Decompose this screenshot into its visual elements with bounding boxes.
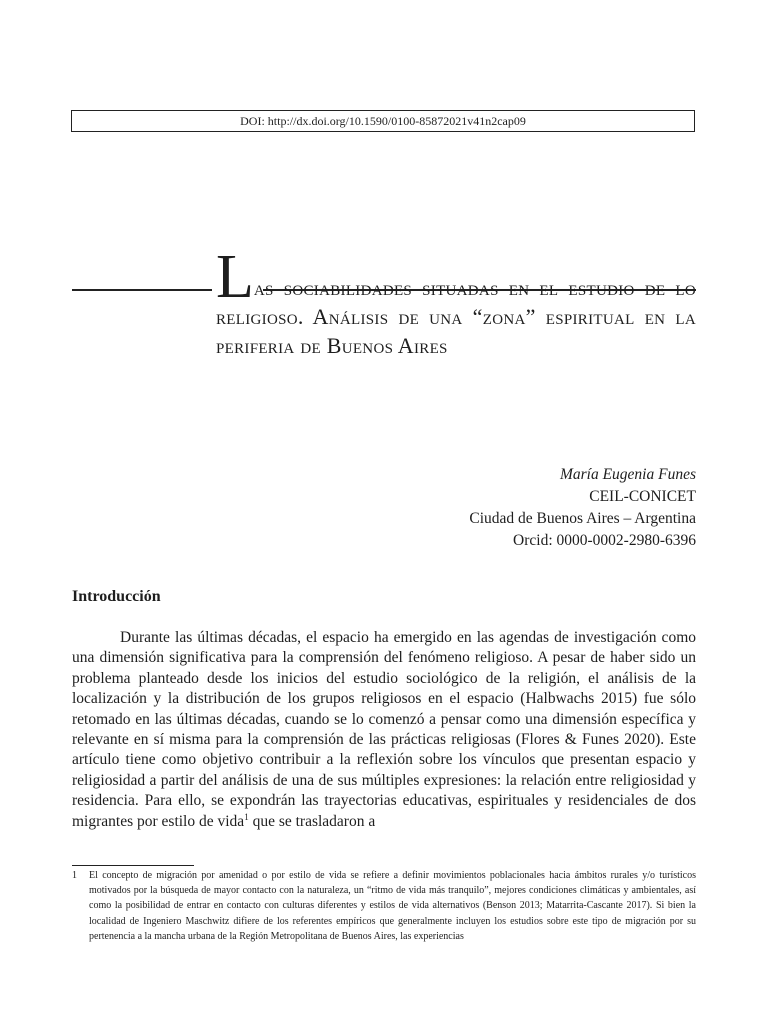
doi-text: DOI: http://dx.doi.org/10.1590/0100-85872021v41n2cap09 (240, 114, 526, 128)
body-text-tail: que se trasladaron a (248, 812, 376, 830)
title-initial: L (216, 243, 254, 311)
footnote-number: 1 (72, 870, 77, 881)
author-block (360, 464, 696, 552)
author-institution: CEIL-CONICET (589, 488, 696, 505)
footnote-separator (72, 865, 194, 866)
footnote-text: El concepto de migración por amenidad o por estilo de vida se refiere a definir movimientos poblacionales hacia ámbitos rurales y/o turísticos motivados por la búsqueda de mayor contacto con la naturaleza, un “ritmo de vida más tranquilo”, mejores condiciones climáticas y ambientales, así como la posibilidad de entrar en contacto con culturas diferentes y estilos de vida alternativos (Benson 2013; Matarrita-Cascante 2017). Si bien la localidad de Ingeniero Maschwitz difiere de los referentes empíricos que generalmente incluyen los estudios sobre este tipo de migración por su pertenencia a la mancha urbana de la Región Metropolitana de Buenos Aires, las experiencias (89, 870, 696, 942)
footnote-reference: 1 (244, 811, 249, 822)
body-text-main: Durante las últimas décadas, el espacio ha emergido en las agendas de investigación como una dimensión significativa para la comprensión del fenómeno religioso. A pesar de haber sido un problema planteado desde los inicios del estudio sociológico de la religión, el análisis de la localización y la distribución de los grupos religiosos en el espacio (Halbwachs 2015) fue sólo retomado en las últimas décadas, cuando se lo comenzó a pensar como una dimensión específica y relevante en sí misma para la comprensión de las prácticas religiosas (Flores & Funes 2020). Este artículo tiene como objetivo contribuir a la reflexión sobre los vínculos que presentan espacio y religiosidad a partir del análisis de una de sus múltiples expresiones: la relación entre religiosidad y residencia. Para ello, se expondrán las trayectorias educativas, espirituales y residenciales de dos migrantes por estilo de vida (72, 629, 696, 830)
title-rule-left (72, 289, 212, 291)
author-name: María Eugenia Funes (559, 466, 696, 483)
title-rest: as sociabilidades situadas en el estudio de lo religioso. Análisis de una “zona” espiritual en la periferia de Buenos Aires (216, 275, 696, 358)
body-paragraph (72, 628, 696, 832)
author-location: Ciudad de Buenos Aires – Argentina (469, 510, 696, 527)
author-orcid: Orcid: 0000-0002-2980-6396 (513, 532, 696, 549)
footnote (72, 868, 696, 944)
section-heading: Introducción (72, 588, 161, 605)
article-title (216, 243, 696, 360)
doi-box (71, 110, 695, 132)
